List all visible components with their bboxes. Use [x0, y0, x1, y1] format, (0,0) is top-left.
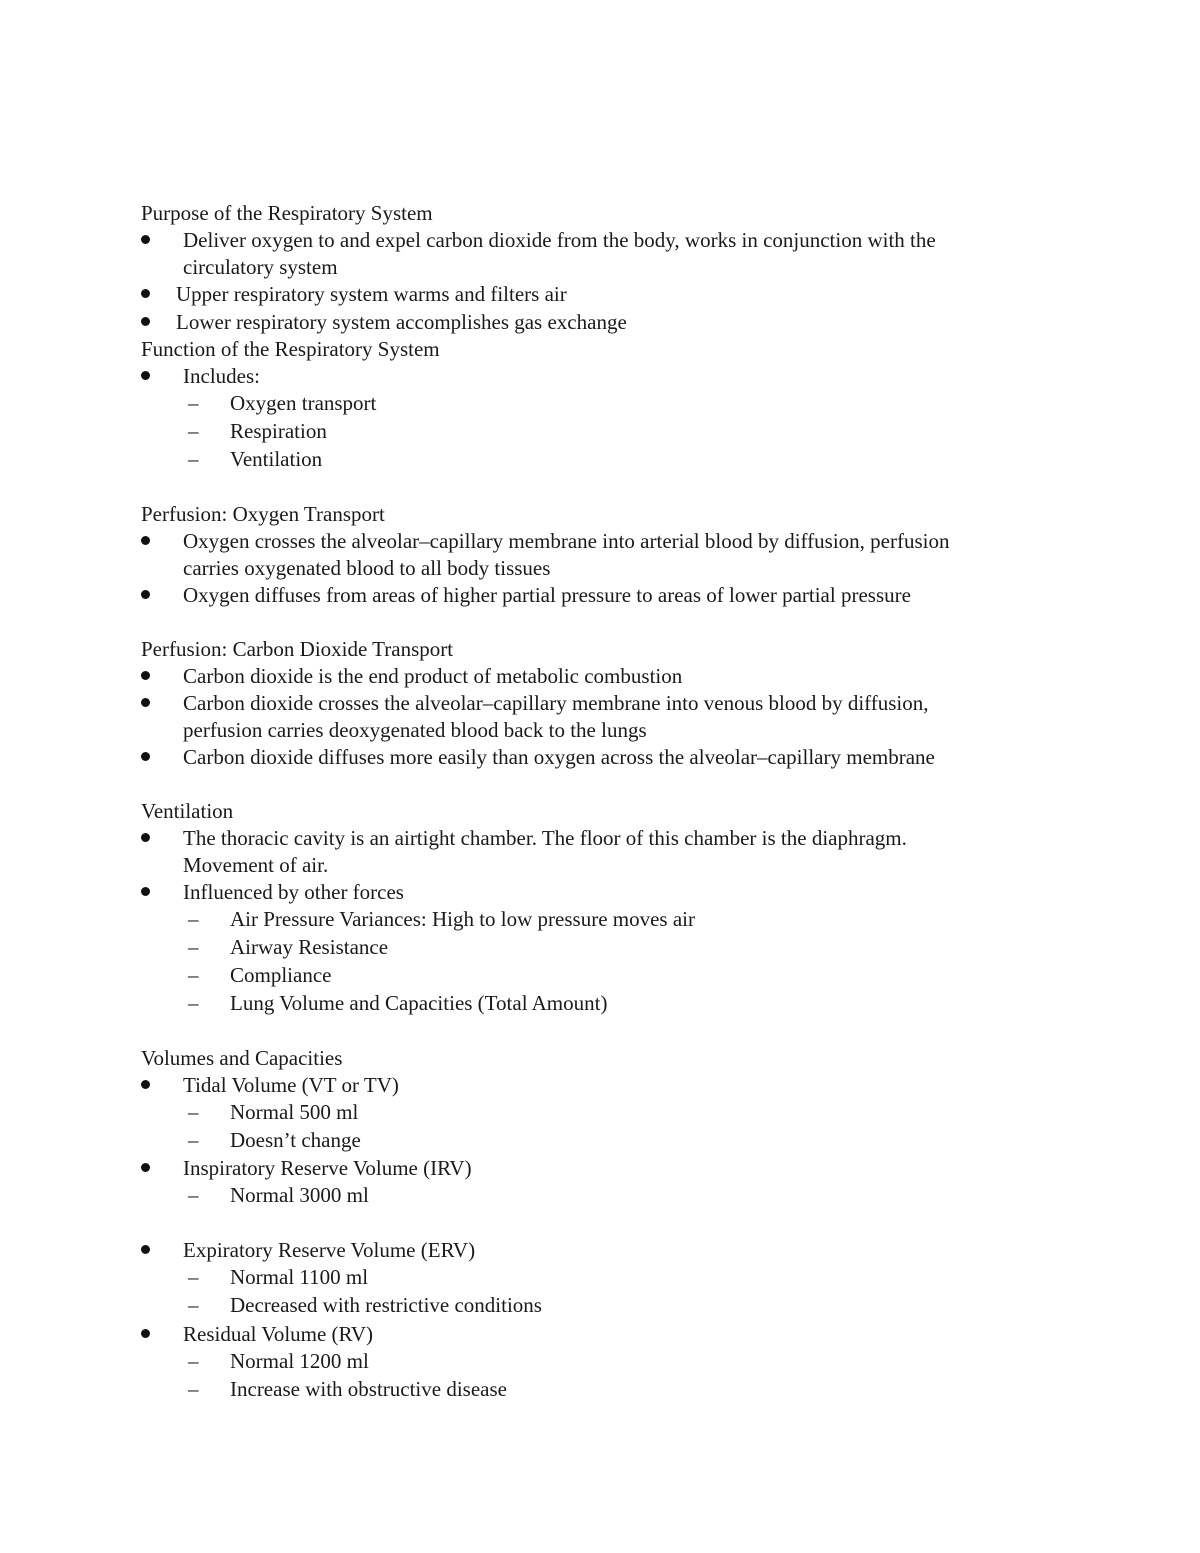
- bullet-icon: [141, 590, 150, 599]
- bullet-text-continuation: perfusion carries deoxygenated blood back to the lungs: [183, 718, 647, 742]
- bullet-text: Oxygen crosses the alveolar–capillary membrane into arterial blood by diffusion, perfusion: [183, 529, 950, 553]
- sub-bullet-text: Lung Volume and Capacities (Total Amount): [230, 991, 608, 1015]
- bullet-text-continuation: circulatory system: [183, 255, 338, 279]
- bullet-icon: [141, 1080, 150, 1089]
- sub-bullet-text: Normal 500 ml: [230, 1100, 359, 1124]
- section-heading-volumes: Volumes and Capacities: [141, 1046, 343, 1070]
- dash-icon: –: [188, 1377, 199, 1401]
- dash-icon: –: [188, 1183, 199, 1207]
- sub-bullet-text: Airway Resistance: [230, 935, 389, 959]
- bullet-icon: [141, 1245, 150, 1254]
- sub-bullet-text: Compliance: [230, 963, 332, 987]
- sub-bullet-text: Normal 1200 ml: [230, 1349, 369, 1373]
- dash-icon: –: [188, 419, 199, 443]
- sub-bullet-text: Decreased with restrictive conditions: [230, 1293, 542, 1317]
- section-heading-perfusion-co2: Perfusion: Carbon Dioxide Transport: [141, 637, 454, 661]
- section-heading-function: Function of the Respiratory System: [141, 337, 440, 361]
- bullet-text: Carbon dioxide is the end product of metabolic combustion: [183, 664, 683, 688]
- dash-icon: –: [188, 447, 199, 471]
- bullet-text: Upper respiratory system warms and filters air: [176, 282, 567, 306]
- sub-bullet-text: Air Pressure Variances: High to low pressure moves air: [230, 907, 696, 931]
- section-heading-purpose: Purpose of the Respiratory System: [141, 201, 433, 225]
- dash-icon: –: [188, 391, 199, 415]
- bullet-text: Residual Volume (RV): [183, 1322, 374, 1346]
- dash-icon: –: [188, 1349, 199, 1373]
- bullet-icon: [141, 752, 150, 761]
- bullet-icon: [141, 536, 150, 545]
- sub-bullet-text: Respiration: [230, 419, 327, 443]
- sub-bullet-text: Increase with obstructive disease: [230, 1377, 507, 1401]
- sub-bullet-text: Ventilation: [230, 447, 323, 471]
- dash-icon: –: [188, 1265, 199, 1289]
- bullet-icon: [141, 371, 150, 380]
- sub-bullet-text: Normal 3000 ml: [230, 1183, 369, 1207]
- bullet-icon: [141, 833, 150, 842]
- bullet-text: Deliver oxygen to and expel carbon dioxide from the body, works in conjunction with the: [183, 228, 936, 252]
- bullet-text: Includes:: [183, 364, 260, 388]
- bullet-icon: [141, 317, 150, 326]
- bullet-icon: [141, 1329, 150, 1338]
- bullet-icon: [141, 887, 150, 896]
- bullet-text: Influenced by other forces: [183, 880, 404, 904]
- bullet-text-continuation: Movement of air.: [183, 853, 329, 877]
- sub-bullet-text: Doesn’t change: [230, 1128, 361, 1152]
- dash-icon: –: [188, 1100, 199, 1124]
- dash-icon: –: [188, 907, 199, 931]
- section-heading-ventilation: Ventilation: [141, 799, 234, 823]
- bullet-text: Oxygen diffuses from areas of higher partial pressure to areas of lower partial pressure: [183, 583, 911, 607]
- bullet-text: Carbon dioxide diffuses more easily than oxygen across the alveolar–capillary membrane: [183, 745, 935, 769]
- sub-bullet-text: Normal 1100 ml: [230, 1265, 369, 1289]
- bullet-icon: [141, 289, 150, 298]
- dash-icon: –: [188, 935, 199, 959]
- dash-icon: –: [188, 1293, 199, 1317]
- bullet-text-continuation: carries oxygenated blood to all body tissues: [183, 556, 551, 580]
- dash-icon: –: [188, 963, 199, 987]
- bullet-icon: [141, 671, 150, 680]
- bullet-icon: [141, 1163, 150, 1172]
- bullet-text: Carbon dioxide crosses the alveolar–capillary membrane into venous blood by diffusion,: [183, 691, 929, 715]
- bullet-icon: [141, 698, 150, 707]
- dash-icon: –: [188, 1128, 199, 1152]
- dash-icon: –: [188, 991, 199, 1015]
- sub-bullet-text: Oxygen transport: [230, 391, 377, 415]
- section-heading-perfusion-oxygen: Perfusion: Oxygen Transport: [141, 502, 385, 526]
- bullet-text: Tidal Volume (VT or TV): [183, 1073, 399, 1097]
- bullet-text: Lower respiratory system accomplishes gas exchange: [176, 310, 627, 334]
- bullet-text: The thoracic cavity is an airtight chamber. The floor of this chamber is the diaphragm.: [183, 826, 907, 850]
- bullet-text: Inspiratory Reserve Volume (IRV): [183, 1156, 472, 1180]
- bullet-text: Expiratory Reserve Volume (ERV): [183, 1238, 476, 1262]
- bullet-icon: [141, 235, 150, 244]
